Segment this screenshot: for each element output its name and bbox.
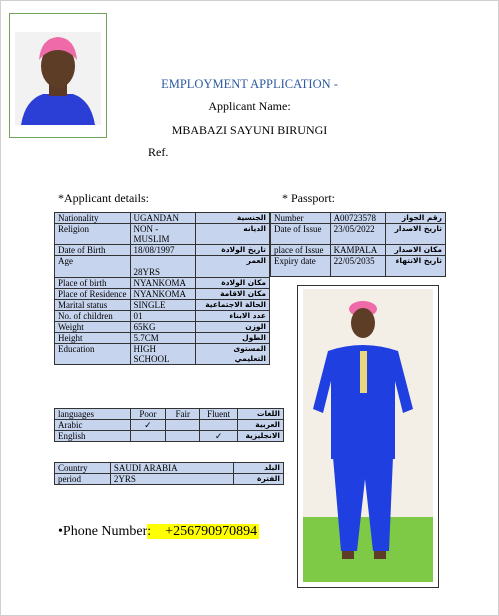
table-row (55, 289, 270, 300)
table-row (55, 213, 270, 224)
table-row (271, 245, 446, 256)
field-label: Date of Issue (271, 224, 331, 245)
field-value: 65KG (130, 322, 196, 333)
field-label: place of Issue (271, 245, 331, 256)
field-label-arabic: الجنسية (196, 213, 270, 224)
table-row (55, 333, 270, 344)
field-value: 2YRS (110, 474, 233, 485)
field-label-arabic: الطول (196, 333, 270, 344)
table-row (55, 474, 284, 485)
column-header: Fluent (200, 409, 238, 420)
field-label-arabic: تاريخ الولادة (196, 245, 270, 256)
field-value: NON - MUSLIM (130, 224, 196, 245)
check-mark (166, 420, 200, 431)
field-label-arabic: البلد (234, 463, 284, 474)
table-row (55, 322, 270, 333)
field-label-arabic: رقم الجواز (386, 213, 446, 224)
language-name: Arabic (55, 420, 131, 431)
field-label: Education (55, 344, 131, 365)
field-label: Country (55, 463, 111, 474)
applicant-details-table (54, 212, 270, 365)
field-value: SINGLE (130, 300, 196, 311)
field-label: Height (55, 333, 131, 344)
ref-label: Ref. (148, 145, 169, 159)
field-label-arabic: تاريخ الاصدار (386, 224, 446, 245)
field-label: Marital status (55, 300, 131, 311)
languages-table (54, 408, 284, 442)
language-name-arabic: الانجليزية (238, 431, 284, 442)
field-label: period (55, 474, 111, 485)
field-label: Place of Residence (55, 289, 131, 300)
field-value: 5.7CM (130, 333, 196, 344)
check-mark: ✓ (130, 420, 166, 431)
check-mark (166, 431, 200, 442)
column-header: Fair (166, 409, 200, 420)
table-row (271, 213, 446, 224)
table-row (271, 256, 446, 277)
table-row (55, 344, 270, 365)
field-value: 18/08/1997 (130, 245, 196, 256)
field-label-arabic: تاريخ الانتهاء (386, 256, 446, 277)
table-row (55, 256, 270, 278)
check-mark (130, 431, 166, 442)
phone-number-label: •Phone Number (58, 524, 148, 539)
table-row (55, 311, 270, 322)
table-row (55, 278, 270, 289)
table-row (55, 463, 284, 474)
full-body-image (303, 289, 433, 582)
field-label-arabic: مكان الولادة (196, 278, 270, 289)
field-label-arabic: العمر (196, 256, 270, 278)
field-label-arabic: الفترة (234, 474, 284, 485)
table-row (55, 224, 270, 245)
field-label: Nationality (55, 213, 131, 224)
field-value: UGANDAN (130, 213, 196, 224)
experience-table (54, 462, 284, 485)
field-label-arabic: المستوى التعليمي (196, 344, 270, 365)
full-body-photo (297, 285, 439, 588)
check-mark (200, 420, 238, 431)
table-row (55, 420, 284, 431)
field-label-arabic: مكان الاقامة (196, 289, 270, 300)
applicant-name-label: Applicant Name: (208, 99, 291, 113)
phone-number-value: +256790970894 (165, 524, 258, 539)
column-header: Poor (130, 409, 166, 420)
field-value: SAUDI ARABIA (110, 463, 233, 474)
field-label: No. of children (55, 311, 131, 322)
portrait-photo (9, 13, 107, 138)
passport-table (270, 212, 446, 277)
table-row (271, 224, 446, 245)
field-label: Weight (55, 322, 131, 333)
field-label-arabic: الوزن (196, 322, 270, 333)
field-value: 23/05/2022 (330, 224, 386, 245)
phone-number-line (58, 524, 259, 540)
phone-colon: : (147, 524, 163, 539)
check-mark: ✓ (200, 431, 238, 442)
language-name: English (55, 431, 131, 442)
field-value: 28YRS (130, 256, 196, 278)
table-row (55, 431, 284, 442)
field-label: Religion (55, 224, 131, 245)
table-row (55, 300, 270, 311)
field-label: Date of Birth (55, 245, 131, 256)
field-label-arabic: مكان الاصدار (386, 245, 446, 256)
table-header-row (55, 409, 284, 420)
field-label: Place of birth (55, 278, 131, 289)
field-label: Number (271, 213, 331, 224)
passport-heading: * Passport: (282, 191, 336, 205)
field-label-arabic: عدد الابناء (196, 311, 270, 322)
field-label: Age (55, 256, 131, 278)
field-label-arabic: الحالة الاجتماعية (196, 300, 270, 311)
applicant-name: MBABAZI SAYUNI BIRUNGI (171, 123, 328, 137)
field-value: KAMPALA (330, 245, 386, 256)
column-header: languages (55, 409, 131, 420)
field-value: 22/05/2035 (330, 256, 386, 277)
applicant-details-heading: *Applicant details: (58, 191, 149, 205)
field-value: 01 (130, 311, 196, 322)
field-value: NYANKOMA (130, 289, 196, 300)
form-title: EMPLOYMENT APPLICATION - (161, 77, 338, 91)
language-name-arabic: العربية (238, 420, 284, 431)
column-header-arabic: اللغات (238, 409, 284, 420)
field-value: NYANKOMA (130, 278, 196, 289)
field-label-arabic: الديانه (196, 224, 270, 245)
field-label: Expiry date (271, 256, 331, 277)
field-value: HIGH SCHOOL (130, 344, 196, 365)
table-row (55, 245, 270, 256)
field-value: A00723578 (330, 213, 386, 224)
